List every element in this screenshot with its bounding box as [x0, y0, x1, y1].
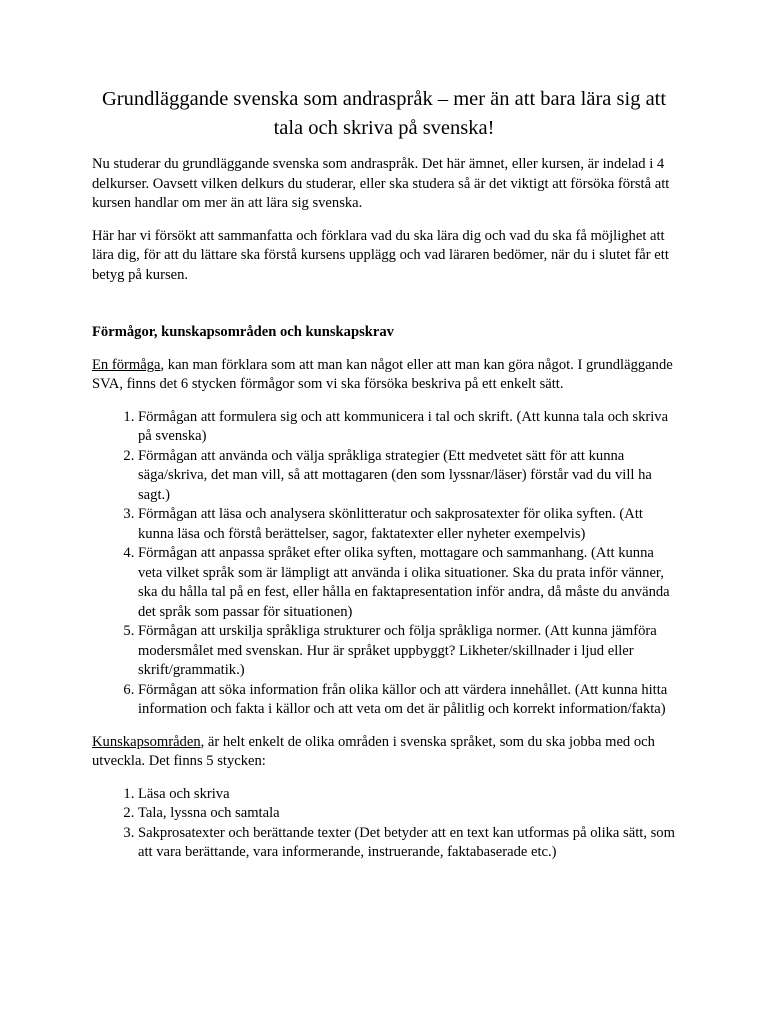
list-item: 3. Förmågan att läsa och analysera skönlitteratur och sakprosatexter för olika syften. (Att kunna läsa och förstå berättelser, sagor, faktatexter eller nyheter exempelvis) — [138, 505, 676, 544]
abilities-paragraph — [92, 356, 676, 395]
list-item: 1. Läsa och skriva — [138, 785, 676, 805]
list-item: 3. Sakprosatexter och berättande texter (Det betyder att en text kan utformas på olika sätt, som att vara berättande, vara informerande, instruerande, faktabaserade etc.) — [138, 824, 676, 863]
list-item: 5. Förmågan att urskilja språkliga strukturer och följa språkliga normer. (Att kunna jämföra modersmålet med svenskan. Hur är språket uppbyggt? Likheter/skillnader i ljud eller skrift/grammatik.) — [138, 622, 676, 681]
list-item: 4. Förmågan att anpassa språket efter olika syften, mottagare och sammanhang. (Att kunna veta vilket språk som är lämpligt att använda i olika situationer. Ska du prata inför vänner, ska du hålla tal på en fest, eller hålla en faktapresentation inför andra, då måste du använda det språk som passar för situationen) — [138, 544, 676, 622]
areas-term: Kunskapsområden — [92, 733, 201, 750]
list-item: 1. Förmågan att formulera sig och att kommunicera i tal och skrift. (Att kunna tala och skriva på svenska) — [138, 408, 676, 447]
document-title: Grundläggande svenska som andraspråk – mer än att bara lära sig att tala och skriva på svenska! — [101, 88, 667, 139]
section-heading: Förmågor, kunskapsområden och kunskapskrav — [92, 324, 394, 340]
list-item: 6. Förmågan att söka information från olika källor och att värdera innehållet. (Att kunna hitta information och fakta i källor och att veta om det är pålitlig och korrekt information/fakta) — [138, 681, 676, 720]
intro-paragraph-2: Här har vi försökt att sammanfatta och förklara vad du ska lära dig och vad du ska få möjlighet att lära dig, för att du lättare ska förstå kursens upplägg och vad läraren bedömer, när du i slutet får ett betyg på kursen. — [92, 227, 669, 283]
abilities-term: En förmåga — [92, 356, 161, 373]
areas-paragraph — [92, 733, 676, 772]
list-item: 2. Förmågan att använda och välja språkliga strategier (Ett medvetet sätt för att kunna säga/skriva, det man vill, så att mottagaren (den som lyssnar/läser) förstår vad du vill ha sagt.) — [138, 447, 676, 506]
abilities-list — [92, 408, 676, 720]
areas-text: , är helt enkelt de olika områden i svenska språket, som du ska jobba med och utveckla. Det finns 5 stycken: — [92, 733, 655, 769]
intro-paragraph-1: Nu studerar du grundläggande svenska som andraspråk. Det här ämnet, eller kursen, är indelad i 4 delkurser. Oavsett vilken delkurs du studerar, eller ska studera så är det viktigt att försöka förstå att kursen handlar om mer än att lära sig svenska. — [92, 156, 670, 211]
abilities-text: , kan man förklara som att man kan något eller att man kan göra något. I grundläggande SVA, finns det 6 stycken förmågor som vi ska försöka beskriva på ett enkelt sätt. — [92, 356, 673, 392]
list-item: 2. Tala, lyssna och samtala — [138, 804, 676, 824]
areas-list — [92, 785, 676, 863]
